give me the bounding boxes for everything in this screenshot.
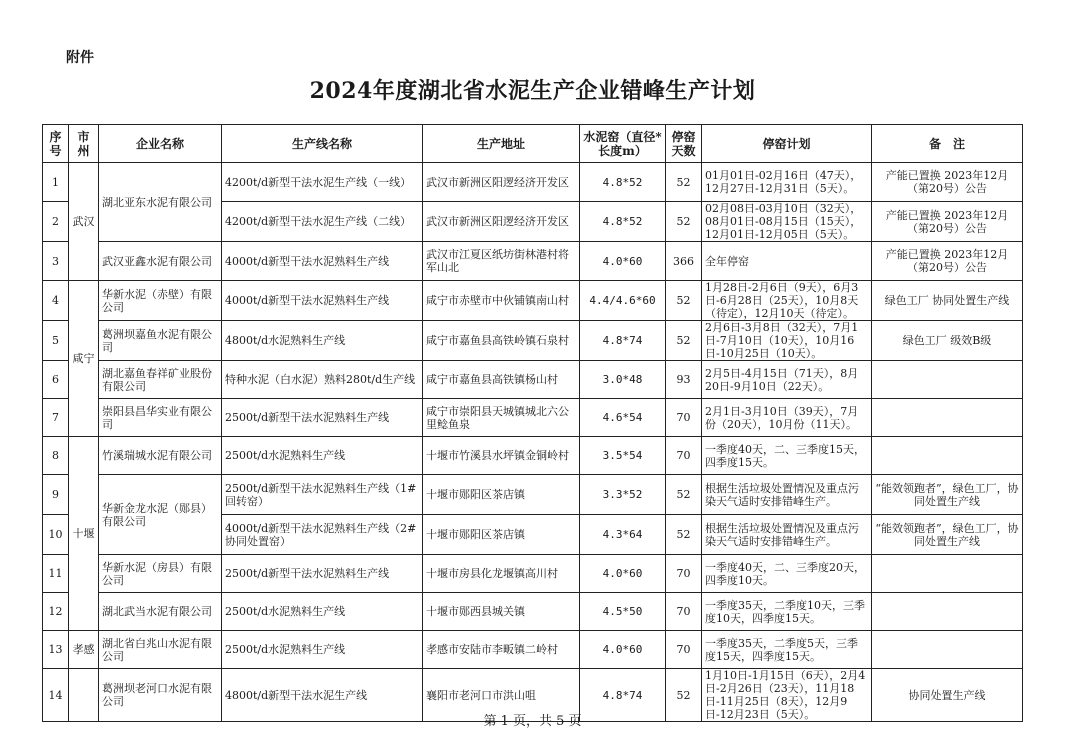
table-row xyxy=(43,399,1023,437)
document-title: 2024年度湖北省水泥生产企业错峰生产计划 xyxy=(309,78,756,104)
seq-cell: 1 xyxy=(43,163,69,202)
company-cell: 湖北亚东水泥有限公司 xyxy=(99,163,222,242)
company-cell: 武汉亚鑫水泥有限公司 xyxy=(99,242,222,281)
address-cell: 十堰市郧阳区茶店镇 xyxy=(423,515,580,555)
header-row xyxy=(43,125,1023,163)
plan-cell: 根据生活垃圾处置情况及重点污染天气适时安排错峰生产。 xyxy=(702,515,872,555)
line-cell: 2500t/d新型干法水泥熟料生产线 xyxy=(222,399,423,437)
remark-cell xyxy=(872,631,1023,669)
attachment-label: 附件 xyxy=(66,50,94,66)
city-cell: 十堰 xyxy=(69,437,99,631)
remark-cell: “能效领跑者”，绿色工厂，协同处置生产线 xyxy=(872,515,1023,555)
line-cell: 4000t/d新型干法水泥熟料生产线 xyxy=(222,281,423,321)
kiln-cell: 4.0*60 xyxy=(580,555,666,593)
header-address: 生产地址 xyxy=(423,125,580,163)
kiln-cell: 4.8*74 xyxy=(580,321,666,361)
address-cell: 咸宁市嘉鱼县高铁岭镇石泉村 xyxy=(423,321,580,361)
days-cell: 70 xyxy=(666,631,702,669)
line-cell: 4800t/d新型干法水泥生产线 xyxy=(222,669,423,722)
table-row xyxy=(43,361,1023,399)
line-cell: 2500t/d新型干法水泥熟料生产线 xyxy=(222,555,423,593)
remark-cell: 绿色工厂 级效B级 xyxy=(872,321,1023,361)
line-cell: 2500t/d水泥熟料生产线 xyxy=(222,437,423,475)
days-cell: 70 xyxy=(666,593,702,631)
remark-cell: “能效领跑者”，绿色工厂，协同处置生产线 xyxy=(872,475,1023,515)
plan-cell: 一季度35天，二季度10天，三季度10天，四季度15天。 xyxy=(702,593,872,631)
kiln-cell: 4.8*52 xyxy=(580,202,666,242)
plan-cell: 一季度40天，二、三季度15天，四季度15天。 xyxy=(702,437,872,475)
kiln-cell: 4.5*50 xyxy=(580,593,666,631)
address-cell: 武汉市江夏区纸坊街林港村将军山北 xyxy=(423,242,580,281)
seq-cell: 8 xyxy=(43,437,69,475)
table-row xyxy=(43,321,1023,361)
plan-cell: 根据生活垃圾处置情况及重点污染天气适时安排错峰生产。 xyxy=(702,475,872,515)
days-cell: 52 xyxy=(666,321,702,361)
days-cell: 70 xyxy=(666,437,702,475)
seq-cell: 2 xyxy=(43,202,69,242)
seq-cell: 14 xyxy=(43,669,69,722)
days-cell: 52 xyxy=(666,202,702,242)
line-cell: 特种水泥（白水泥）熟料280t/d生产线 xyxy=(222,361,423,399)
address-cell: 咸宁市赤壁市中伙铺镇南山村 xyxy=(423,281,580,321)
table-row xyxy=(43,631,1023,669)
production-plan-table xyxy=(42,124,1023,722)
city-cell: 武汉 xyxy=(69,163,99,281)
remark-cell: 产能已置换 2023年12月（第20号）公告 xyxy=(872,163,1023,202)
kiln-cell: 3.0*48 xyxy=(580,361,666,399)
days-cell: 52 xyxy=(666,669,702,722)
header-kiln: 水泥窑（直径*长度m） xyxy=(580,125,666,163)
header-company: 企业名称 xyxy=(99,125,222,163)
kiln-cell: 4.0*60 xyxy=(580,631,666,669)
address-cell: 咸宁市崇阳县天城镇城北六公里鲶鱼泉 xyxy=(423,399,580,437)
table-row xyxy=(43,555,1023,593)
seq-cell: 13 xyxy=(43,631,69,669)
days-cell: 52 xyxy=(666,515,702,555)
line-cell: 4000t/d新型干法水泥熟料生产线 xyxy=(222,242,423,281)
plan-cell: 1月28日-2月6日（9天），6月3日-6月28日（25天），10月8天（待定），12月10天（待定）。 xyxy=(702,281,872,321)
seq-cell: 9 xyxy=(43,475,69,515)
table-row xyxy=(43,437,1023,475)
remark-cell: 协同处置生产线 xyxy=(872,669,1023,722)
seq-cell: 4 xyxy=(43,281,69,321)
line-cell: 4200t/d新型干法水泥生产线（二线） xyxy=(222,202,423,242)
remark-cell xyxy=(872,361,1023,399)
table-row xyxy=(43,163,1023,202)
plan-cell: 一季度35天，二季度5天，三季度15天，四季度15天。 xyxy=(702,631,872,669)
plan-cell: 2月1日-3月10日（39天），7月份（20天），10月份（11天）。 xyxy=(702,399,872,437)
kiln-cell: 3.5*54 xyxy=(580,437,666,475)
address-cell: 孝感市安陆市李畈镇二岭村 xyxy=(423,631,580,669)
table-row xyxy=(43,242,1023,281)
days-cell: 93 xyxy=(666,361,702,399)
company-cell: 葛洲坝老河口水泥有限公司 xyxy=(99,669,222,722)
header-plan: 停窑计划 xyxy=(702,125,872,163)
remark-cell xyxy=(872,593,1023,631)
line-cell: 2500t/d新型干法水泥熟料生产线（1#回转窑） xyxy=(222,475,423,515)
company-cell: 竹溪瑞城水泥有限公司 xyxy=(99,437,222,475)
table-row xyxy=(43,281,1023,321)
table-row xyxy=(43,593,1023,631)
address-cell: 武汉市新洲区阳逻经济开发区 xyxy=(423,163,580,202)
days-cell: 52 xyxy=(666,475,702,515)
header-days: 停窑天数 xyxy=(666,125,702,163)
days-cell: 366 xyxy=(666,242,702,281)
company-cell: 崇阳县昌华实业有限公司 xyxy=(99,399,222,437)
line-cell: 2500t/d水泥熟料生产线 xyxy=(222,593,423,631)
address-cell: 咸宁市嘉鱼县高铁镇杨山村 xyxy=(423,361,580,399)
kiln-cell: 4.6*54 xyxy=(580,399,666,437)
plan-cell: 全年停窑 xyxy=(702,242,872,281)
line-cell: 4800t/d水泥熟料生产线 xyxy=(222,321,423,361)
remark-cell: 绿色工厂 协同处置生产线 xyxy=(872,281,1023,321)
company-cell: 华新水泥（赤壁）有限公司 xyxy=(99,281,222,321)
seq-cell: 7 xyxy=(43,399,69,437)
plan-cell: 2月5日-4月15日（71天），8月20日-9月10日（22天）。 xyxy=(702,361,872,399)
company-cell: 华新水泥（房县）有限公司 xyxy=(99,555,222,593)
company-cell: 葛洲坝嘉鱼水泥有限公司 xyxy=(99,321,222,361)
company-cell: 湖北武当水泥有限公司 xyxy=(99,593,222,631)
kiln-cell: 4.4/4.6*60 xyxy=(580,281,666,321)
company-cell: 湖北省白兆山水泥有限公司 xyxy=(99,631,222,669)
address-cell: 十堰市房县化龙堰镇高川村 xyxy=(423,555,580,593)
kiln-cell: 3.3*52 xyxy=(580,475,666,515)
plan-cell: 02月08日-03月10日（32天），08月01日-08月15日（15天），12月01日-12月05日（5天）。 xyxy=(702,202,872,242)
address-cell: 十堰市郧阳区茶店镇 xyxy=(423,475,580,515)
table-row xyxy=(43,475,1023,515)
seq-cell: 6 xyxy=(43,361,69,399)
line-cell: 2500t/d水泥熟料生产线 xyxy=(222,631,423,669)
address-cell: 十堰市郧西县城关镇 xyxy=(423,593,580,631)
header-seq: 序号 xyxy=(43,125,69,163)
remark-cell xyxy=(872,437,1023,475)
seq-cell: 12 xyxy=(43,593,69,631)
address-cell: 襄阳市老河口市洪山咀 xyxy=(423,669,580,722)
header-line: 生产线名称 xyxy=(222,125,423,163)
days-cell: 52 xyxy=(666,281,702,321)
remark-cell: 产能已置换 2023年12月（第20号）公告 xyxy=(872,202,1023,242)
seq-cell: 5 xyxy=(43,321,69,361)
address-cell: 十堰市竹溪县水坪镇金铜岭村 xyxy=(423,437,580,475)
line-cell: 4000t/d新型干法水泥熟料生产线（2#协同处置窑） xyxy=(222,515,423,555)
remark-cell xyxy=(872,399,1023,437)
days-cell: 70 xyxy=(666,555,702,593)
plan-cell: 01月01日-02月16日（47天），12月27日-12月31日（5天）。 xyxy=(702,163,872,202)
city-cell: 孝感 xyxy=(69,631,99,669)
days-cell: 70 xyxy=(666,399,702,437)
plan-cell: 1月10日-1月15日（6天），2月4日-2月26日（23天），11月18日-11月25日（8天），12月9日-12月23日（5天）。 xyxy=(702,669,872,722)
page-footer: 第 1 页，共 5 页 xyxy=(483,714,582,729)
city-cell: 咸宁 xyxy=(69,281,99,437)
days-cell: 52 xyxy=(666,163,702,202)
plan-cell: 一季度40天，二、三季度20天，四季度10天。 xyxy=(702,555,872,593)
company-cell: 湖北嘉鱼春祥矿业股份有限公司 xyxy=(99,361,222,399)
seq-cell: 3 xyxy=(43,242,69,281)
remark-cell: 产能已置换 2023年12月（第20号）公告 xyxy=(872,242,1023,281)
kiln-cell: 4.3*64 xyxy=(580,515,666,555)
seq-cell: 11 xyxy=(43,555,69,593)
header-city: 市州 xyxy=(69,125,99,163)
address-cell: 武汉市新洲区阳逻经济开发区 xyxy=(423,202,580,242)
kiln-cell: 4.8*74 xyxy=(580,669,666,722)
seq-cell: 10 xyxy=(43,515,69,555)
company-cell: 华新金龙水泥（郧县）有限公司 xyxy=(99,475,222,555)
header-remark: 备 注 xyxy=(872,125,1023,163)
kiln-cell: 4.0*60 xyxy=(580,242,666,281)
kiln-cell: 4.8*52 xyxy=(580,163,666,202)
plan-cell: 2月6日-3月8日（32天），7月1日-7月10日（10天），10月16日-10月25日（10天）。 xyxy=(702,321,872,361)
remark-cell xyxy=(872,555,1023,593)
line-cell: 4200t/d新型干法水泥生产线（一线） xyxy=(222,163,423,202)
